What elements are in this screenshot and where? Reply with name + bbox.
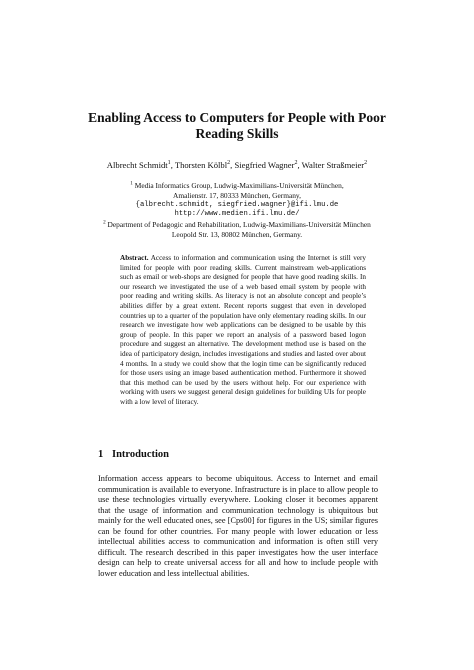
author-4-affil-mark: 2 bbox=[364, 160, 368, 167]
abstract-label: Abstract. bbox=[120, 254, 149, 262]
affil-mark-1: 1 bbox=[130, 180, 133, 187]
affil-mark-2: 2 bbox=[103, 219, 106, 226]
author-1: Albrecht Schmidt bbox=[106, 160, 168, 170]
title-line-1: Enabling Access to Computers for People with Poor bbox=[88, 110, 386, 125]
affiliation-email: {albrecht.schmidt, siegfried.wagner}@ifi.lmu.de bbox=[135, 200, 339, 209]
author-2-affil-mark: 2 bbox=[227, 160, 231, 167]
title-line-2: Reading Skills bbox=[195, 126, 279, 141]
author-4: Walter Straßmeier bbox=[301, 160, 365, 170]
author-list: Albrecht Schmidt$^1$, Thorsten Kölbl$^2$, Siegfried Wagner$^2$, Walter Straßmeier$^2$ bbox=[106, 160, 368, 170]
affiliation-2-line-1 bbox=[40, 220, 434, 230]
affiliation-url[interactable]: http://www.medien.ifi.lmu.de/ bbox=[174, 210, 300, 219]
author-3-affil-mark: 2 bbox=[294, 160, 298, 167]
affiliation-1-line-2: Amalienstr. 17, 80333 München, Germany, bbox=[172, 190, 301, 200]
affiliation-1-text: Media Informatics Group, Ludwig-Maximilians-Universität München, bbox=[134, 181, 344, 190]
section-heading bbox=[98, 449, 169, 460]
section-number: 1 bbox=[98, 449, 104, 460]
introduction-paragraph: Information access appears to become ubiquitous. Access to Internet and email communication is available to everyone. Infrastructure is in place to allow people to use these technologies virtually everywhere. Looking closer it becomes apparent that the usage of information and communication technology is ubiquitous but mainly for the well educated ones, see [Cps00] for figures in the US; similar figures can be found for other countries. For many people with lower education or less intellectual abilities access to communication and information is often still very difficult. The research described in this paper investigates how the user interface design can help to create universal access for all and how to include people with lower education and less intellectual abilities. bbox=[98, 474, 378, 578]
affiliation-2-line-2: Leopold Str. 13, 80802 München, Germany. bbox=[171, 229, 303, 239]
section-title: Introduction bbox=[112, 449, 169, 460]
affiliations bbox=[40, 181, 434, 240]
affiliation-1-line-1 bbox=[40, 181, 434, 191]
author-3: Siegfried Wagner bbox=[234, 160, 295, 170]
author-2: Thorsten Kölbl bbox=[174, 160, 228, 170]
abstract bbox=[120, 254, 366, 408]
abstract-text: Access to information and communication using the Internet is still very limited for people with poor reading skills. Current mainstream web-applications such as email or web-shops are designed for people that have good reading skills. In our research we investigated the use of a web based email system by people with poor reading and writing skills. As literacy is not an absolute concept and people’s abilities differ by a great extent. Recent reports suggest that even in developed countries up to a quarter of the population have only elementary reading skills. In our research we investigate how web applications can be designed to be usable by this group of people. In this paper we report an analysis of a password based logon procedure and suggest an alternative. The development method use is based on the idea of participatory design, includes investigations and studies and lasted over about 4 months. In a study we could show that the login time can be significantly reduced for those users using an image based authentication method. Furthermore it showed that this method can be used by the users without help. For our experience with working with users we suggest general design guidelines for building UIs for people with a low level of literacy. bbox=[120, 254, 366, 406]
author-1-affil-mark: 1 bbox=[167, 160, 171, 167]
affiliation-2-text: Department of Pedagogic and Rehabilitation, Ludwig-Maximilians-Universität München bbox=[107, 220, 371, 230]
paper-title bbox=[60, 110, 414, 142]
